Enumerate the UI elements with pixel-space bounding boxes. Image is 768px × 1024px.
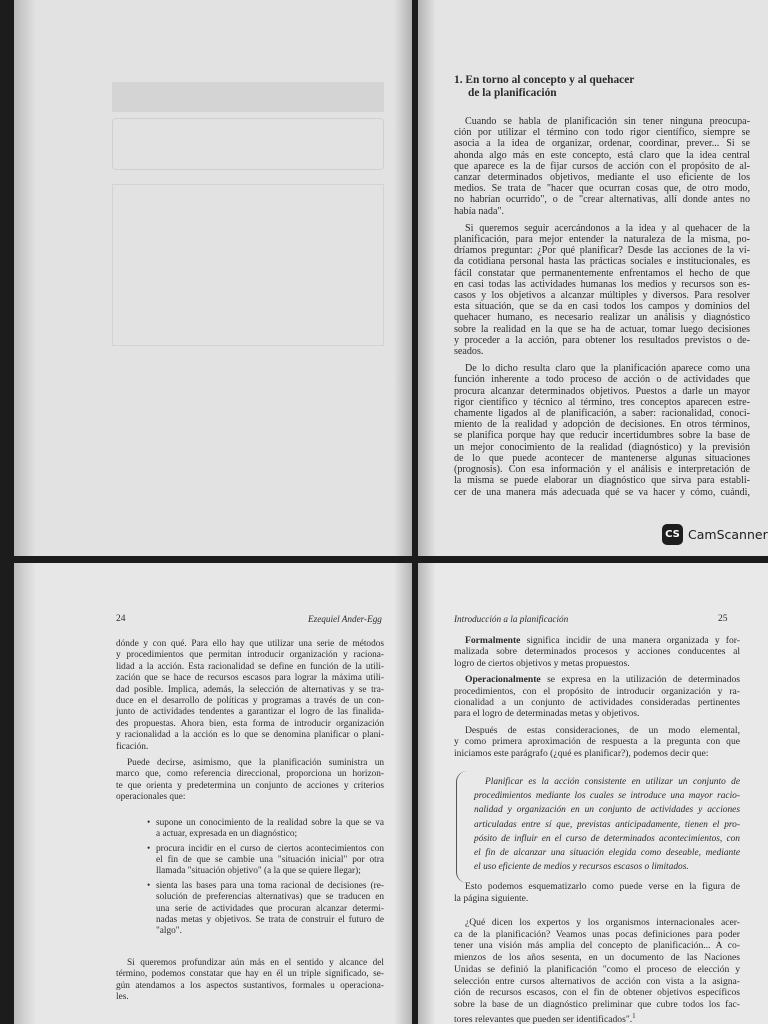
camscanner-logo-icon: CS bbox=[662, 524, 683, 545]
paragraph: dónde y con qué. Para ello hay que utilizar una serie de métodos y procedimientos que permitan introducir organización y raciona- lidad a la acción. Esta racionalidad se define en función de la utili- zación que se hace de recursos escasos para lograr la máxima utili- dad posible. Implica, además, la selección de alternativas y se tra- duce en el desarrollo de políticas y programas a través de un con- junto de actividades tendentes a garantizar el logro de las finalida- des propuestas. Ahora bien, esta forma de introducir organización y racionalidad a la acción es lo que se denomina planificar o plani- ficación. bbox=[116, 639, 384, 752]
page-24 bbox=[14, 563, 412, 1024]
page-25 bbox=[418, 563, 768, 1024]
running-head: Introducción a la planificación bbox=[454, 614, 569, 624]
camscanner-watermark bbox=[662, 524, 768, 545]
paragraph: Operacionalmente se expresa en la utilización de determinados procedimientos, con el propósito de introducir organización y ra- cionalidad a un conjunto de actividades consideradas pertinentes para el logro de determinadas metas y objetivos. bbox=[454, 674, 740, 720]
paragraph: Si queremos profundizar aún más en el sentido y alcance del término, podemos constatar que hay en él un triple significado, se- gún atendamos a los aspectos sustantivos, formales u operaciona- les. bbox=[116, 957, 384, 1002]
body-text bbox=[454, 116, 750, 498]
footnote-marker: 1 bbox=[632, 1011, 636, 1020]
paragraph: De lo dicho resulta claro que la planificación aparece como una función inherente a todo proceso de acción o de actividades que procura alcanzar determinados objetivos. Puestos a darle un mayor rigor científico y técnico al término, tres conceptos aparecen estre- chamente ligados al de planificación, a saber: racionalidad, conoci- miento de la realidad y adopción de decisiones. En otros términos, se planifica porque hay que reducir incertidumbres sobre la base de un mejor conocimiento de la realidad (diagnóstico) y la previsión de lo que puede acontecer de mantenerse algunas situaciones (prognosis). Con esa información y el análisis e interpretación de la misma se puede elaborar un diagnóstico que sirva para establi- cer de una manera más adecuada qué se va hacer y cómo, cuándi, bbox=[454, 363, 750, 498]
list-item: • supone un conocimiento de la realidad sobre la que se va a actuar, expresada en un diagnóstico; bbox=[147, 817, 384, 840]
list-item: • sienta las bases para una toma racional de decisiones (re- solución de preferencias alternativas) que se traducen en una serie de actividades que procuran alcanzar determi- nadas metas y objetivos. Se trata de construir el futuro de "algo". bbox=[147, 880, 384, 937]
page-number: 24 bbox=[116, 614, 126, 624]
list-item: • procura incidir en el curso de ciertos acontecimientos con el fin de que se cambie una "situación inicial" por otra llamada "situación objetivo" (a la que se quiere llegar); bbox=[147, 843, 384, 877]
bullet-icon: • bbox=[147, 843, 151, 854]
paragraph-esquema: Esto podemos esquematizarlo como puede verse en la figura de la página siguiente. bbox=[454, 881, 740, 904]
body-text bbox=[116, 639, 384, 1003]
term-operacionalmente: Operacionalmente bbox=[465, 674, 541, 686]
paragraph: Cuando se habla de planificación sin tener ninguna preocupa- ción por utilizar el término con todo rigor científico, siempre se asocia a la idea de organizar, ordenar, coordinar, prever... Si se ahonda algo más en este concepto, está claro que la idea central que aparece es la de fijar cursos de acción con el propósito de al- canzar determinados objetivos, mediante el uso eficiente de los medios. Se trata de "hacer que ocurran cosas que, de otro modo, no habrían ocurrido", o de "crear alternativas, allí donde antes no había nada". bbox=[454, 116, 750, 217]
section-heading: 1. En torno al concepto y al quehacer de la planificación bbox=[454, 74, 635, 99]
definition-block: Planificar es la acción consistente en utilizar un conjunto de procedimientos mediante los cuales se introduce una mayor racio- nalidad y organización en un conjunto de actividades y acciones articuladas entre sí que, previstas anticipadamente, tienen el pro- pósito de influir en el curso de determinados acontecimientos, con el fin de alcanzar una situación elegida como deseable, mediante el uso eficiente de medios y recursos escasos o limitados. bbox=[474, 777, 740, 873]
bullet-icon: • bbox=[147, 880, 151, 891]
term-formalmente: Formalmente bbox=[465, 635, 521, 646]
body-text bbox=[454, 635, 740, 759]
definition-bracket bbox=[456, 771, 467, 883]
paragraph: Si queremos seguir acercándonos a la idea y al quehacer de la planificación, para mejor entender la naturaleza de la misma, po- dríamos preguntar: ¿Por qué planificar? Desde las acciones de la vi- da cotidiana personal hasta las prácticas sociales e institucionales, es fácil constatar que permanentemente enfrentamos el hecho de que en casi todas las actividades humanas los medios y recursos son es- casos y los objetivos a alcanzar múltiples y diversos. Para resolver esta situación, que se da en casi todos los campos y dominios del quehacer humano, es necesario realizar un análisis y diagnóstico sobre la realidad en la que se ha de actuar, tomar luego decisiones y proceder a la acción, para obtener los resultados previstos o de- seados. bbox=[454, 222, 750, 358]
bleed-through-chapter-page bbox=[112, 82, 384, 346]
paragraph-expertos: ¿Qué dicen los expertos y los organismos internacionales acer- ca de la planificación? Veamos unas pocas definiciones para poder tener una visión más amplia del concepto de planificación... A co- mienzos de los años sesenta, en un documento de las Naciones Unidas se definió la planificación "como el proceso de elección y selección entre cursos alternativos de acción con vista a la asigna- ción de recursos escasos, con el fin de obtener objetivos específicos sobre la base de un diagnóstico preliminar que cubre todos los fac- tores relevantes que pueden ser identificados".$^1$ bbox=[454, 917, 740, 1024]
page-top-right bbox=[418, 0, 768, 556]
paragraph: Después de estas consideraciones, de un modo elemental, y como primera aproximación de respuesta a la pregunta con que iniciamos este parágrafo (¿qué es planificar?), podemos decir que: bbox=[454, 724, 740, 759]
paragraph: Formalmente significa incidir de una manera organizada y for- malizada sobre determinados procesos y acciones conducentes al logro de ciertos objetivos y metas propuestos. bbox=[454, 635, 740, 669]
page-top-left bbox=[14, 0, 412, 556]
page-number: 25 bbox=[718, 614, 728, 624]
running-head: Ezequiel Ander-Egg bbox=[308, 614, 382, 624]
paragraph: Puede decirse, asimismo, que la planificación suministra un marco que, como referencia direccional, proporciona un horizon- te que orienta y predetermina un conjunto de acciones y criterios operacionales que: bbox=[116, 758, 384, 803]
bullet-icon: • bbox=[147, 817, 151, 828]
camscanner-label: CamScanner bbox=[688, 527, 768, 542]
bullet-list bbox=[116, 818, 384, 938]
